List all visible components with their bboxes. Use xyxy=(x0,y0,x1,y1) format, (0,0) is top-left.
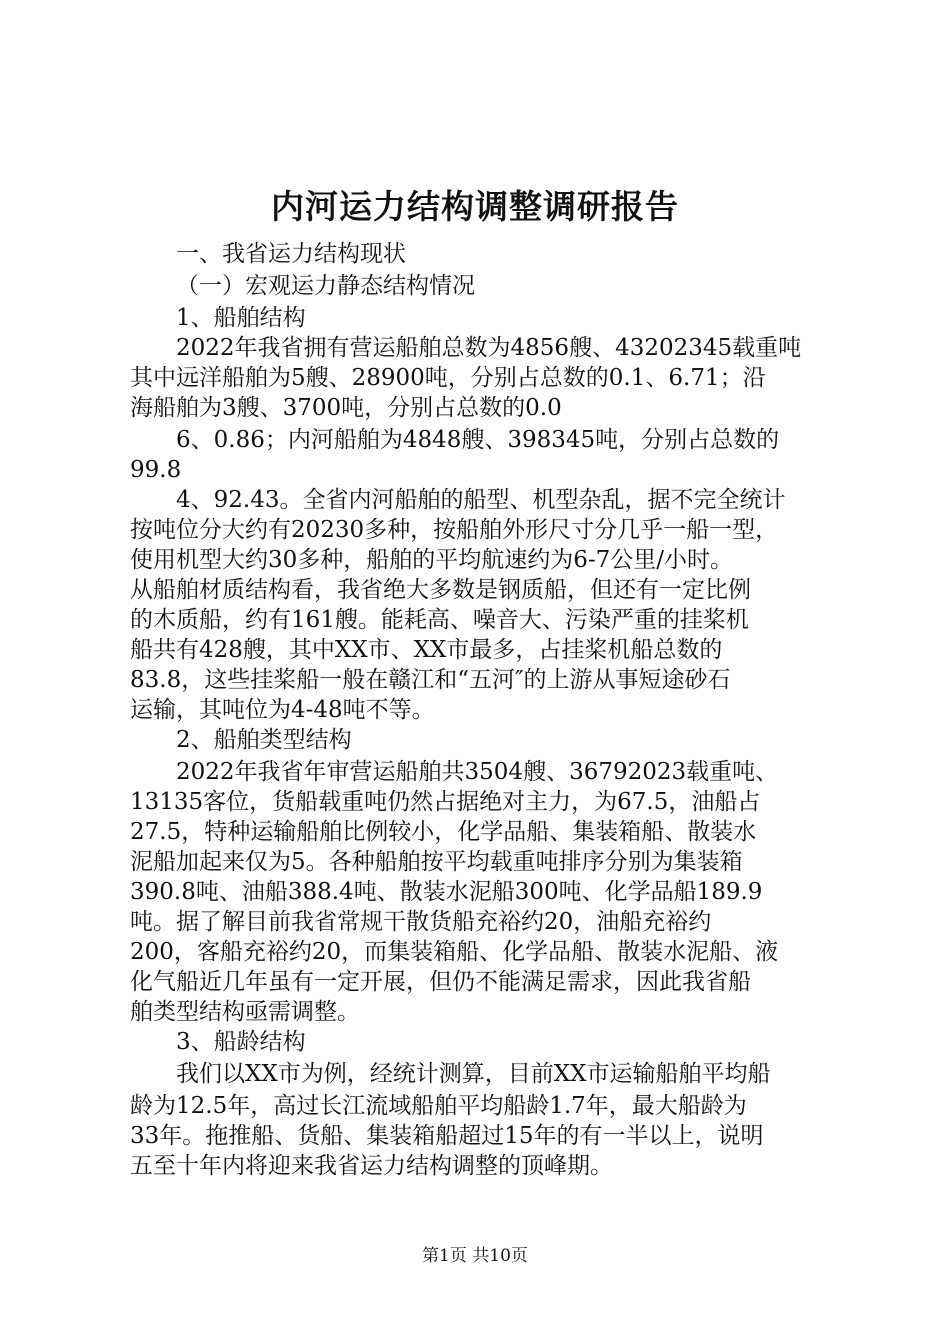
paragraph-line: 2022年我省拥有营运船舶总数为4856艘、43202345载重吨 xyxy=(176,335,802,361)
paragraph-line: 4、92.43。全省内河船舶的船型、机型杂乱，据不完全统计 xyxy=(176,487,786,513)
paragraph-line: 13135客位，货船载重吨仍然占据绝对主力，为67.5，油船占 xyxy=(130,789,761,815)
paragraph-line: 6、0.86；内河船舶为4848艘、398345吨，分别占总数的 xyxy=(176,427,780,453)
paragraph-line: 海船舶为3艘、3700吨，分别占总数的0.0 xyxy=(130,395,562,421)
paragraph-line: 五至十年内将迎来我省运力结构调整的顶峰期。 xyxy=(130,1153,613,1179)
item-heading: 2、船舶类型结构 xyxy=(176,727,352,753)
paragraph-line: 99.8 xyxy=(130,457,182,483)
paragraph-line: 的木质船，约有161艘。能耗高、噪音大、污染严重的挂桨机 xyxy=(130,607,749,633)
paragraph-line: 船共有428艘，其中XX市、XX市最多，占挂桨机船总数的 xyxy=(130,637,723,663)
paragraph-line: 33年。拖推船、货船、集装箱船超过15年的有一半以上，说明 xyxy=(130,1123,764,1149)
item-heading: 3、船龄结构 xyxy=(176,1029,306,1055)
paragraph-line: 我们以XX市为例，经统计测算，目前XX市运输船舶平均船 xyxy=(176,1061,771,1087)
paragraph-line: 运输，其吨位为4-48吨不等。 xyxy=(130,697,435,723)
paragraph-line: 龄为12.5年，高过长江流域船舶平均船龄1.7年，最大船龄为 xyxy=(130,1093,747,1119)
paragraph-line: 化气船近几年虽有一定开展，但仍不能满足需求，因此我省船 xyxy=(130,969,751,995)
paragraph-line: 2022年我省年审营运船舶共3504艘、36792023载重吨、 xyxy=(176,759,779,785)
paragraph-line: 使用机型大约30多种，船舶的平均航速约为6-7公里/小时。 xyxy=(130,547,734,573)
paragraph-line: 舶类型结构亟需调整。 xyxy=(130,999,360,1025)
paragraph-line: 吨。据了解目前我省常规干散货船充裕约20，油船充裕约 xyxy=(130,909,712,935)
paragraph-line: 27.5，特种运输船舶比例较小，化学品船、集装箱船、散装水 xyxy=(130,819,757,845)
paragraph-line: 200，客船充裕约20，而集装箱船、化学品船、散装水泥船、液 xyxy=(130,939,779,965)
section-heading: 一、我省运力结构现状 xyxy=(176,241,406,267)
paragraph-line: 从船舶材质结构看，我省绝大多数是钢质船，但还有一定比例 xyxy=(130,577,751,603)
paragraph-line: 83.8，这些挂桨船一般在赣江和“五河″的上游从事短途砂石 xyxy=(130,667,731,693)
paragraph-line: 其中远洋船舶为5艘、28900吨，分别占总数的0.1、6.71；沿 xyxy=(130,365,766,391)
paragraph-line: 390.8吨、油船388.4吨、散装水泥船300吨、化学品船189.9 xyxy=(130,879,763,905)
item-heading: 1、船舶结构 xyxy=(176,305,306,331)
subsection-heading: （一）宏观运力静态结构情况 xyxy=(176,273,475,299)
document-title: 内河运力结构调整调研报告 xyxy=(271,187,679,226)
page-footer: 第1页 共10页 xyxy=(422,1246,528,1266)
paragraph-line: 泥船加起来仅为5。各种船舶按平均载重吨排序分别为集装箱 xyxy=(130,849,743,875)
paragraph-line: 按吨位分大约有20230多种，按船舶外形尺寸分几乎一船一型， xyxy=(130,517,779,543)
